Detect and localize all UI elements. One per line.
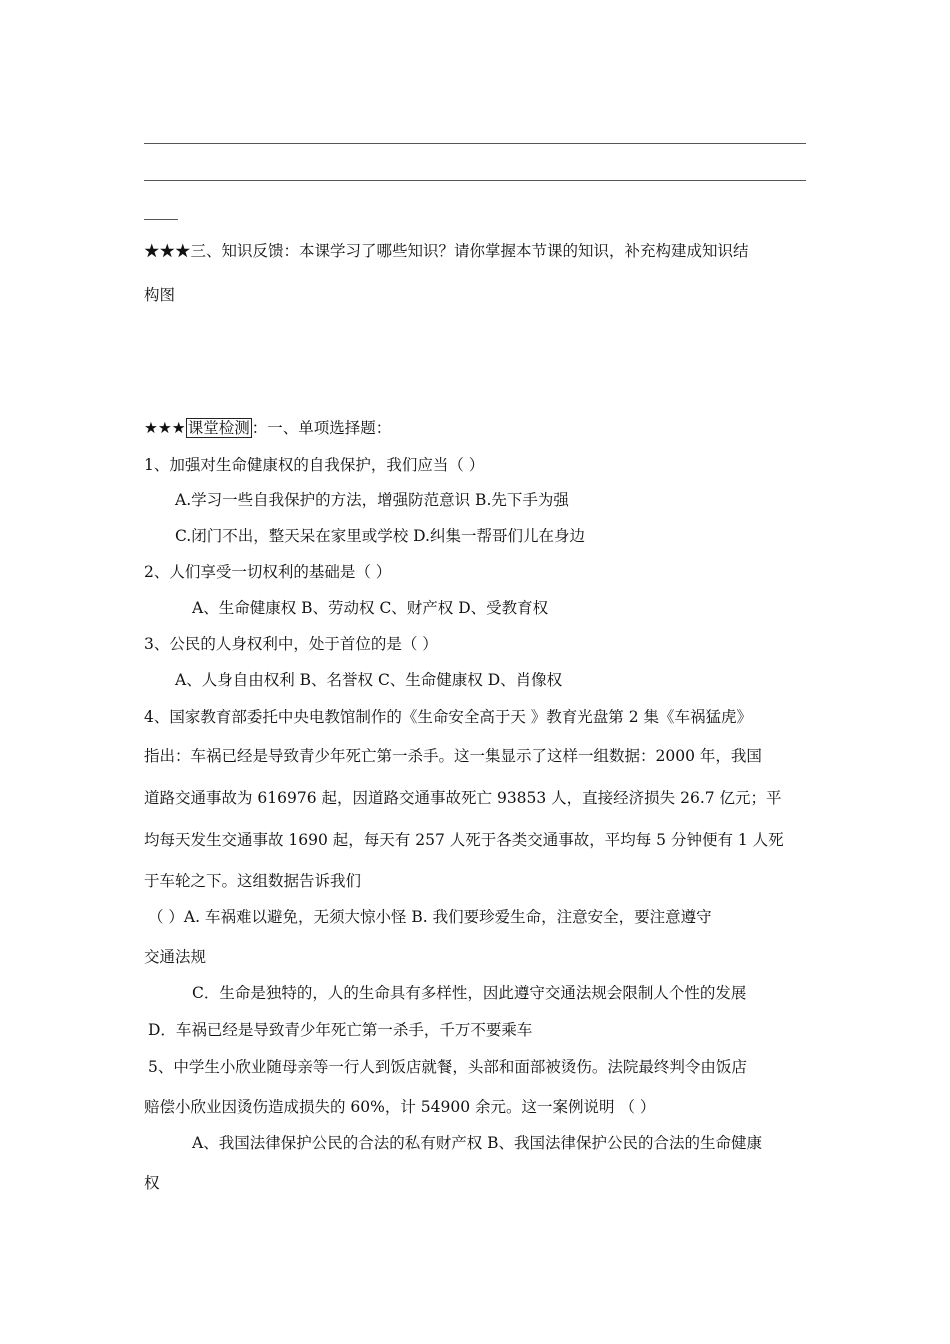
star-icon-group: ★★★ [144,242,191,260]
q5-line-2: 赔偿小欣业因烫伤造成损失的 60%，计 54900 余元。这一案例说明 （ ） [144,1098,656,1116]
q1-options-ab: A.学习一些自我保护的方法，增强防范意识 B.先下手为强 [175,491,569,509]
q3-stem: 3、公民的人身权利中，处于首位的是（ ） [144,635,438,653]
q3-options: A、人身自由权利 B、名誉权 C、生命健康权 D、肖像权 [175,671,563,689]
section3-heading [144,241,824,261]
q4-option-d: D．车祸已经是导致青少年死亡第一杀手，千万不要乘车 [148,1021,533,1039]
q4-line-4: 均每天发生交通事故 1690 起，每天有 257 人死于各类交通事故，平均每 5 分钟便有 1 人死 [144,831,784,849]
section3-heading-cont: 构图 [144,286,176,304]
q5-options-ab: A、我国法律保护公民的合法的私有财产权 B、我国法律保护公民的合法的生命健康 [192,1134,763,1152]
q4-line-7: 交通法规 [144,948,207,966]
classroom-check-suffix: ：一、单项选择题： [251,419,392,437]
q4-line-1: 4、国家教育部委托中央电教馆制作的《生命安全高于天 》教育光盘第 2 集《车祸猛虎》 [144,708,753,726]
star-icon-group: ★★★ [144,419,186,437]
q2-stem: 2、人们享受一切权利的基础是（ ） [144,563,392,581]
answer-line-2 [144,180,806,181]
q2-options: A、生命健康权 B、劳动权 C、财产权 D、受教育权 [192,599,549,617]
q5-line-1: 5、中学生小欣业随母亲等一行人到饭店就餐，头部和面部被烫伤。法院最终判令由饭店 [148,1058,747,1076]
section3-text: 三、知识反馈：本课学习了哪些知识？请你掌握本节课的知识，补充构建成知识结 [190,242,749,260]
q5-options-ab-wrap: 权 [144,1174,160,1192]
q4-line-3: 道路交通事故为 616976 起，因道路交通事故死亡 93853 人，直接经济损失 26.7 亿元；平 [144,789,782,807]
q1-stem: 1、加强对生命健康权的自我保护，我们应当（ ） [144,456,485,474]
classroom-check-heading [144,418,824,438]
q4-option-c: C．生命是独特的，人的生命具有多样性，因此遵守交通法规会限制人个性的发展 [192,984,747,1002]
q4-line-5: 于车轮之下。这组数据告诉我们 [144,872,362,890]
answer-line-1 [144,143,806,144]
answer-line-tail [144,219,178,220]
q4-line-2: 指出：车祸已经是导致青少年死亡第一杀手。这一集显示了这样一组数据：2000 年，我国 [144,747,762,765]
classroom-check-label: 课堂检测 [187,419,250,437]
q4-line-6: （ ）A. 车祸难以避免，无须大惊小怪 B. 我们要珍爱生命，注意安全，要注意遵守 [148,908,712,926]
q1-options-cd: C.闭门不出，整天呆在家里或学校 D.纠集一帮哥们儿在身边 [175,527,585,545]
